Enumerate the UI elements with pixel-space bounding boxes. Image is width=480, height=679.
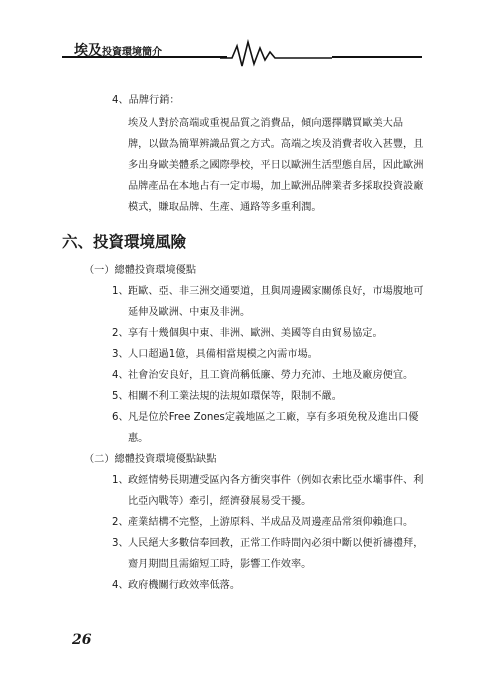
- list-item-number: 3、: [112, 349, 129, 360]
- header-rule-right: [332, 56, 422, 58]
- section-title: 六、投資環境風險: [62, 232, 187, 251]
- list-item-text: 惠。: [128, 433, 149, 444]
- list-item-number: 4、: [112, 370, 129, 381]
- header-title: [74, 40, 162, 60]
- list-item-text: 人民絕大多數信奉回教，正常工作時間內必須中斷以便祈禱禮拜，: [128, 538, 424, 549]
- list-item-text: 比亞內戰等）牽引，經濟發展易受干擾。: [128, 496, 312, 507]
- list-item-text: 政府機關行政效率低落。: [128, 580, 241, 591]
- list-item-text: 距歐、亞、非三洲交通要道，且與周邊國家關係良好，市場腹地可: [128, 286, 424, 297]
- list-item-text: 齋月期間且需縮短工時，影響工作效率。: [128, 559, 312, 570]
- list-item-text: 凡是位於Free Zones定義地區之工廠，享有多項免稅及進出口優: [128, 412, 419, 423]
- header-title-subject: 投資環境簡介: [102, 47, 162, 58]
- list-item-text: 享有十幾個與中東、非洲、歐洲、美國等自由貿易協定。: [128, 328, 383, 339]
- brand-paragraph-line: 品牌產品在本地占有一定市場，加上歐洲品牌業者多採取投資設廠: [128, 181, 424, 192]
- heartbeat-wave-icon: [220, 38, 335, 68]
- list-item-number: 1、: [112, 475, 129, 486]
- advantages-heading: （一）總體投資環境優點: [84, 265, 197, 276]
- list-item-number: 3、: [112, 538, 129, 549]
- list-item-number: 4、: [112, 580, 129, 591]
- list-item-text: 延伸及歐洲、中東及非洲。: [128, 307, 251, 318]
- list-item-text: 產業結構不完整，上游原料、半成品及周邊產品常須仰賴進口。: [128, 517, 414, 528]
- list-item-number: 5、: [112, 391, 129, 402]
- list-item-text: 人口超過1億，具備相當規模之內需市場。: [128, 349, 318, 360]
- brand-paragraph-line: 埃及人對於高端或重視品質之消費品，傾向選擇購買歐美大品: [128, 118, 404, 129]
- running-header: [62, 36, 422, 68]
- brand-paragraph-line: 牌，以做為簡單辨識品質之方式。高端之埃及消費者收入甚豐，且: [128, 139, 424, 150]
- page-number: 26: [72, 632, 92, 648]
- brand-heading: 4、品牌行銷：: [112, 95, 180, 106]
- list-item-number: 6、: [112, 412, 129, 423]
- list-item-text: 相關不利工業法規的法規如環保等，限制不嚴。: [128, 391, 342, 402]
- list-item-number: 1、: [112, 286, 129, 297]
- brand-paragraph-line: 模式，賺取品牌、生產、通路等多重利潤。: [128, 202, 322, 213]
- list-item-number: 2、: [112, 517, 129, 528]
- list-item-text: 政經情勢長期遭受區內各方衝突事件（例如衣索比亞水壩事件、利: [128, 475, 424, 486]
- disadvantages-heading: （二）總體投資環境優點缺點: [84, 454, 217, 465]
- header-title-country: 埃及: [74, 43, 102, 59]
- list-item-text: 社會治安良好，且工資尚稱低廉、勞力充沛、土地及廠房便宜。: [128, 370, 414, 381]
- brand-paragraph-line: 多出身歐美體系之國際學校，平日以歐洲生活型態自居，因此歐洲: [128, 160, 424, 171]
- list-item-number: 2、: [112, 328, 129, 339]
